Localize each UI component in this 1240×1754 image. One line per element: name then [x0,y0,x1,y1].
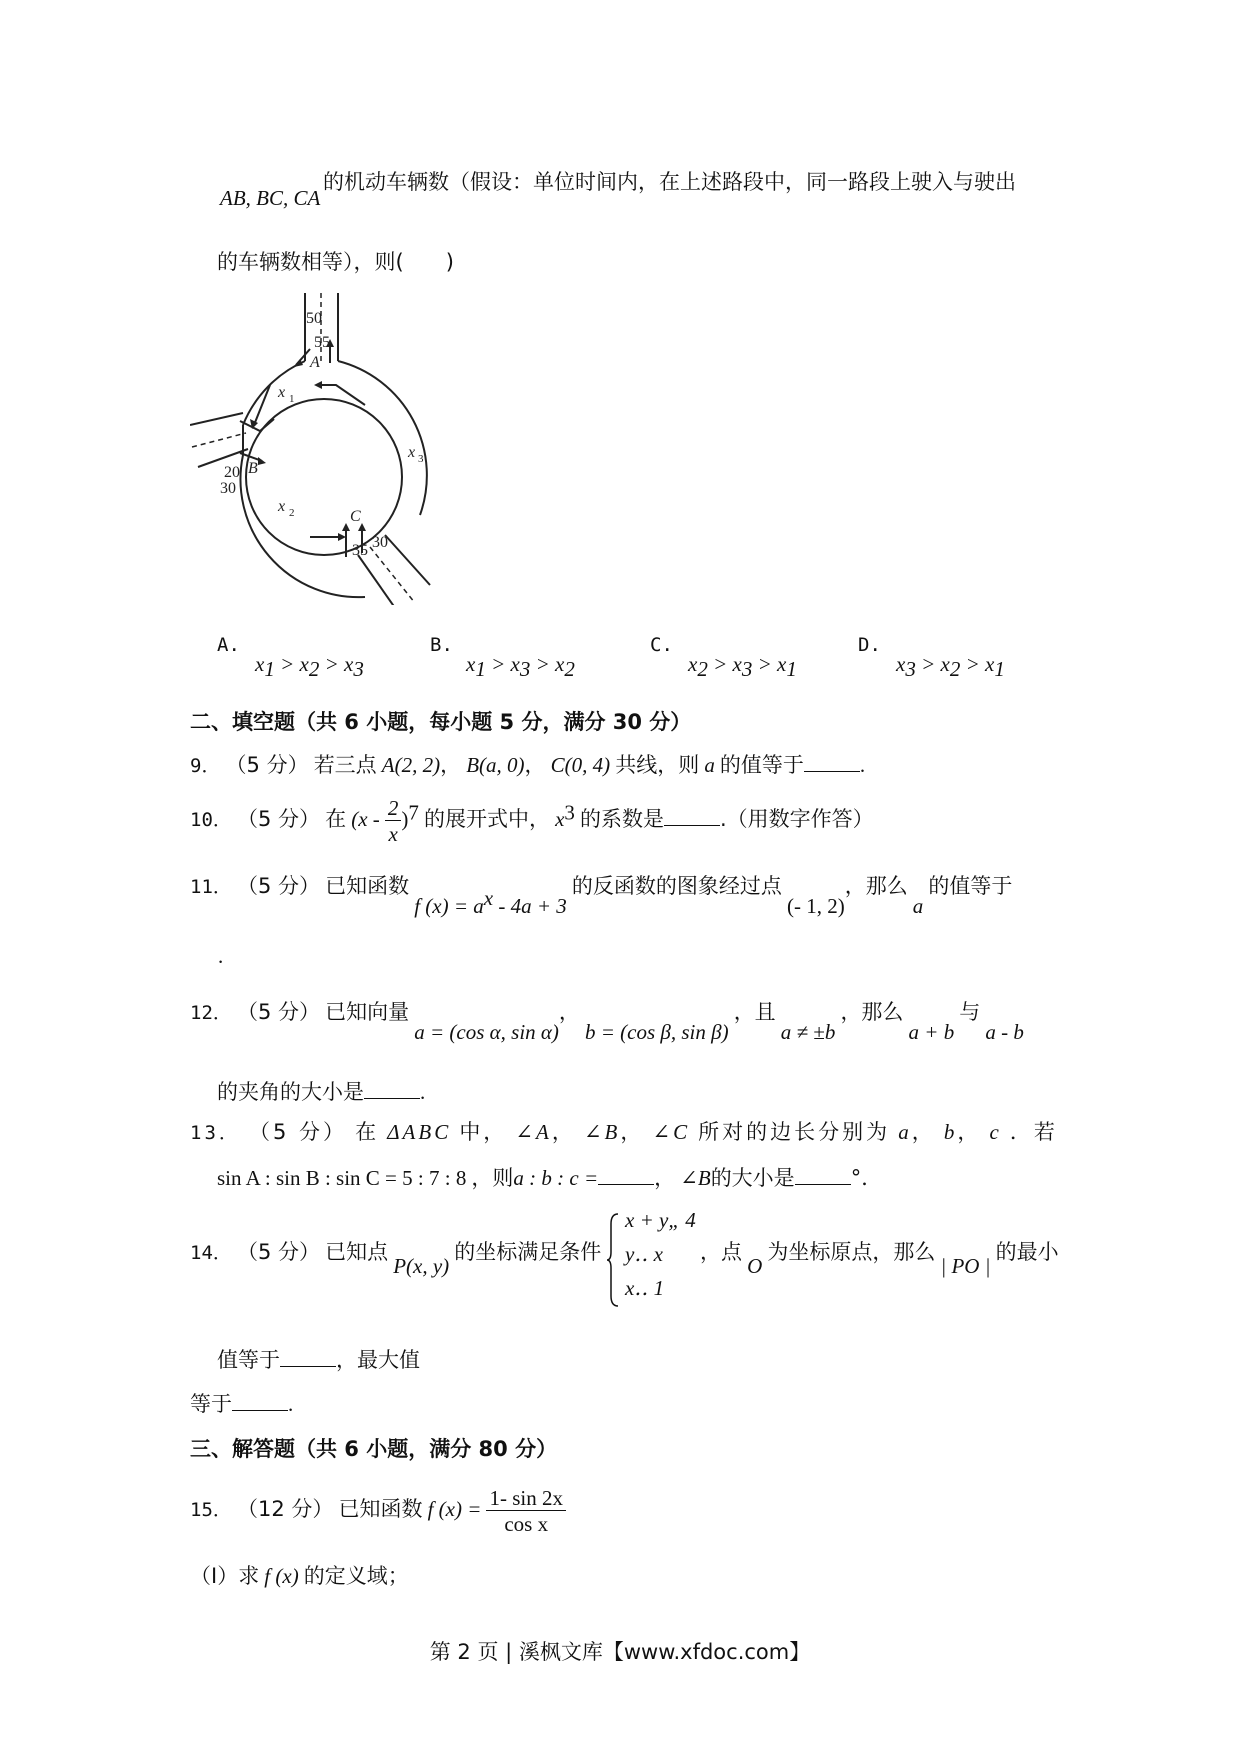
q10-number: 10． [190,809,232,831]
q14-number: 14． [190,1242,232,1264]
q10-score: （5 分） [236,807,321,831]
question-13-line2: sin A : sin B : sin C = 5 : 7 : 8 ，则a : b : c = ， ∠B的大小是 °． [217,1166,883,1190]
q10-fraction: $\frac{2}{x}$ [385,796,402,847]
q9-number: 9． [190,755,221,777]
q14-blank-min [280,1350,336,1367]
question-12: 12． （5 分） 已知向量 a = (cos α, sin α)， b = (cos β, sin β) ，且 a ≠ ±b ，那么 a + b 与 a - b [190,1000,1024,1044]
option-c-label: C. [650,634,673,656]
q11-function: f $(x) = a^x - 4a + 3$ [414,886,567,918]
intro-line2: 的车辆数相等），则( ) [217,250,454,274]
q10-blank [664,809,720,826]
question-11: 11． （5 分） 已知函数 f $(x) = a^x - 4a + 3$ 的反函数的图象经过点 (- 1, 2)，那么 a 的值等于 [190,874,1013,918]
option-d-expr: $x_3 > x_2 > x_1$ [896,652,1005,682]
label-node-c: C [350,508,361,525]
label-x3-sub: 3 [418,453,424,465]
question-14-tail: ，点 O 为坐标原点，那么 | PO | 的最小 [700,1240,1059,1278]
option-c-expr: $x_2 > x_3 > x_1$ [688,652,797,682]
q15-number: 15． [190,1499,232,1521]
question-13: 13． （5 分） 在 ΔABC 中， ∠A， ∠B， ∠C 所对的边长分别为 a， b， c ．若 [190,1120,1058,1144]
label-55: 55 [314,334,330,351]
question-12-line2: 的夹角的大小是 . [217,1080,426,1104]
q9-blank [804,755,860,772]
label-x2: x [278,498,286,515]
roundabout-figure [190,285,480,605]
q13-blank-ratio [598,1168,654,1185]
q12-blank [364,1082,420,1099]
label-x2-sub: 2 [289,507,295,519]
label-x1-sub: 1 [289,393,295,405]
q15-score: （12 分） [236,1497,334,1521]
q9-score: （5 分） [225,753,309,777]
vectors-math: AB, BC, CA [220,186,321,210]
section2-title: 二、填空题（共 6 小题，每小题 5 分，满分 30 分） [190,710,692,734]
q13-number: 13． [190,1122,241,1144]
q14-blank-max [232,1394,288,1411]
q12-score: （5 分） [236,1000,321,1024]
question-14: 14． （5 分） 已知点 P(x, y) 的坐标满足条件 [190,1240,602,1278]
section3-title: 三、解答题（共 6 小题，满分 80 分） [190,1437,558,1461]
q14-score: （5 分） [236,1240,321,1264]
label-50: 50 [306,310,322,327]
question-15-part1: （Ⅰ）求 f (x) 的定义域； [190,1564,409,1588]
label-30-left: 30 [220,480,236,497]
label-x1: x [278,384,286,401]
label-35: 35 [352,542,368,559]
intro-vectors [220,186,320,211]
q11-number: 11． [190,876,232,898]
question-14-line2: 值等于 ，最大值 [217,1348,420,1372]
question-14-line3: 等于 . [190,1392,294,1416]
label-node-a: A [310,354,320,371]
q13-score: （5 分） [248,1120,348,1144]
option-b-label: B. [430,634,453,656]
option-b-expr: $x_1 > x_3 > x_2$ [466,652,575,682]
brace-icon [607,1212,619,1308]
q13-blank-angle [795,1168,851,1185]
intro-line1: 的机动车辆数（假设：单位时间内，在上述路段中，同一路段上驶入与驶出 [323,170,1016,194]
label-node-b: B [248,460,258,477]
question-10: 10． （5 分） 在 (x - $\frac{2}{x}$ )$^7$ 的展开式中， $x^3$ 的系数是 .（用数字作答） [190,796,874,846]
label-x3: x [408,444,416,461]
label-30-right: 30 [372,534,388,551]
page-footer: 第 2 页 | 溪枫文库【www.xfdoc.com】 [429,1640,811,1664]
q12-number: 12． [190,1002,232,1024]
q11-period: . [218,944,224,968]
option-a-label: A. [217,634,240,656]
label-20: 20 [224,464,240,481]
option-d-label: D. [858,634,881,656]
q15-fraction: $\frac{1- \sin 2x}{\text{cos x}}$ [486,1486,566,1537]
question-15: 15． （12 分） 已知函数 f (x) = $\frac{1- \sin 2x}{\text{cos x}}$ [190,1486,566,1537]
question-9: 9． （5 分） 若三点 A(2, 2)， B(a, 0)， C(0, 4) 共线，则 a 的值等于 . [190,753,866,777]
option-a-expr: $x_1 > x_2 > x_3$ [255,652,364,682]
q11-score: （5 分） [236,874,321,898]
